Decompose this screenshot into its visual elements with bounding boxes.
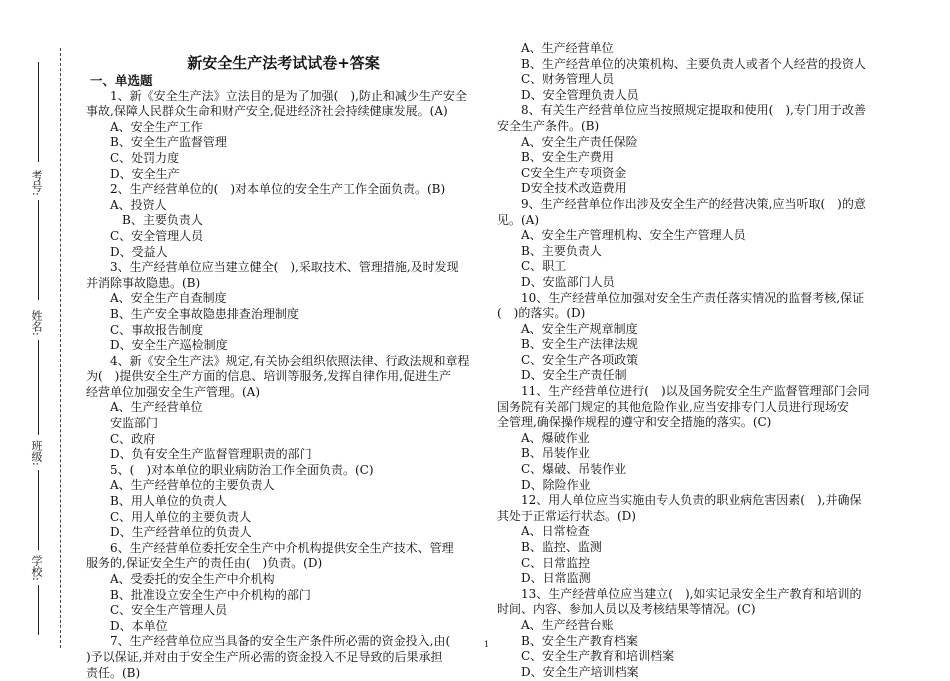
text-line: 时间、内容、参加人员以及考核结果等情况。(C) bbox=[497, 602, 756, 617]
text-line: D、安全生产 bbox=[86, 166, 180, 181]
text-line: 经营单位加强安全生产管理。(A) bbox=[86, 384, 261, 399]
text-line: 安监部门 bbox=[86, 416, 159, 431]
text-line: D、日常监测 bbox=[497, 571, 591, 586]
text-line: B、安全生产费用 bbox=[497, 150, 614, 165]
text-line: D、本单位 bbox=[86, 618, 168, 633]
text-line: A、安全生产规章制度 bbox=[497, 321, 638, 336]
text-line: 13、生产经营单位应当建立( ),如实记录安全生产教育和培训的 bbox=[497, 586, 862, 601]
text-line: 5、( )对本单位的职业病防治工作全面负责。(C) bbox=[86, 462, 374, 477]
text-line: B、安全生产监督管理 bbox=[86, 135, 227, 150]
text-line: D安全技术改造费用 bbox=[497, 181, 627, 196]
text-line: C、爆破、吊装作业 bbox=[497, 462, 627, 477]
text-line: C、用人单位的主要负责人 bbox=[86, 509, 252, 524]
text-line: 国务院有关部门规定的其他危险作业,应当安排专门人员进行现场安 bbox=[497, 399, 849, 414]
text-line: A、生产经营台账 bbox=[497, 617, 614, 632]
text-line: B、吊装作业 bbox=[497, 446, 590, 461]
text-line: B、批准设立安全生产中介机构的部门 bbox=[86, 587, 311, 602]
text-line: D、生产经营单位的负责人 bbox=[86, 525, 252, 540]
text-line: B、主要负责人 bbox=[86, 213, 203, 228]
text-line: C、财务管理人员 bbox=[497, 72, 615, 87]
text-line: C、处罚力度 bbox=[86, 150, 180, 165]
text-line: A、爆破作业 bbox=[497, 430, 590, 445]
text-line: D、除险作业 bbox=[497, 477, 591, 492]
left-question-list bbox=[86, 89, 481, 681]
text-line: A、生产经营单位的主要负责人 bbox=[86, 478, 275, 493]
text-line: A、安全生产责任保险 bbox=[497, 134, 638, 149]
text-line: D、安全生产责任制 bbox=[497, 368, 627, 383]
text-line: 12、用人单位应当实施由专人负责的职业病危害因素( ),并确保 bbox=[497, 493, 862, 508]
text-line: D、安全生产巡检制度 bbox=[86, 338, 228, 353]
text-line: 事故,保障人民群众生命和财产安全,促进经济社会持续健康发展。(A) bbox=[86, 104, 448, 119]
text-line: D、安全生产培训档案 bbox=[497, 664, 639, 679]
text-line: C、安全生产教育和培训档案 bbox=[497, 649, 675, 664]
text-line: 11、生产经营单位进行( )以及国务院安全生产监督管理部门会同 bbox=[497, 384, 870, 399]
text-line: 7、生产经营单位应当具备的安全生产条件所必需的资金投入,由( bbox=[86, 634, 451, 649]
margin-rule bbox=[38, 340, 39, 435]
text-line: A、日常检查 bbox=[497, 524, 590, 539]
section-heading: 一、单选题 bbox=[90, 73, 153, 88]
text-line: C、事故报告制度 bbox=[86, 322, 204, 337]
text-line: A、安全生产自查制度 bbox=[86, 291, 227, 306]
text-line: 并消除事故隐患。(B) bbox=[86, 275, 201, 290]
margin-rule bbox=[38, 585, 39, 635]
margin-rule bbox=[38, 200, 39, 300]
text-line: A、受委托的安全生产中介机构 bbox=[86, 572, 275, 586]
text-line: 10、生产经营单位加强对安全生产责任落实情况的监督考核,保证 bbox=[497, 290, 865, 305]
text-line: A、投资人 bbox=[86, 197, 167, 212]
text-line: 2、生产经营单位的( )对本单位的安全生产工作全面负责。(B) bbox=[86, 182, 446, 197]
text-line: B、安全生产法律法规 bbox=[497, 337, 638, 352]
margin-rule bbox=[38, 470, 39, 550]
text-line: 3、生产经营单位应当建立健全( ),采取技术、管理措施,及时发现 bbox=[86, 260, 459, 275]
text-line: ( )的落实。(D) bbox=[497, 306, 586, 321]
right-column bbox=[497, 41, 927, 680]
text-line: A、安全生产工作 bbox=[86, 119, 203, 134]
text-line: C、日常监控 bbox=[497, 555, 591, 570]
text-line: 其处于正常运行状态。(D) bbox=[497, 508, 636, 523]
text-line: A、生产经营单位 bbox=[497, 41, 614, 55]
text-line: C安全生产专项资金 bbox=[497, 165, 627, 180]
text-line: A、安全生产管理机构、安全生产管理人员 bbox=[497, 228, 746, 243]
text-line: 4、新《安全生产法》规定,有关协会组织依照法律、行政法规和章程 bbox=[86, 353, 470, 368]
text-line: D、安全管理负责人员 bbox=[497, 87, 639, 102]
binding-line bbox=[60, 48, 61, 648]
text-line: B、监控、监测 bbox=[497, 540, 602, 554]
text-line: C、政府 bbox=[86, 431, 156, 446]
left-column bbox=[86, 53, 481, 681]
text-line: C、安全生产管理人员 bbox=[86, 603, 228, 618]
text-line: B、生产安全事故隐患排查治理制度 bbox=[86, 306, 299, 321]
margin-rule bbox=[38, 62, 39, 162]
text-line: B、主要负责人 bbox=[497, 243, 602, 258]
text-line: 6、生产经营单位委托安全生产中介机构提供安全生产技术、管理 bbox=[86, 540, 454, 555]
text-line: B、安全生产教育档案 bbox=[497, 633, 638, 648]
page-title: 新安全生产法考试试卷+答案 bbox=[187, 54, 380, 72]
name-label: 姓名: bbox=[30, 310, 43, 336]
text-line: D、安监部门人员 bbox=[497, 274, 615, 289]
text-line: D、受益人 bbox=[86, 244, 168, 259]
text-line: 8、有关生产经营单位应当按照规定提取和使用( ),专门用于改善 bbox=[497, 103, 866, 118]
school-label: 学校: bbox=[30, 555, 43, 581]
text-line: D、负有安全生产监督管理职责的部门 bbox=[86, 447, 312, 462]
page-number: 1 bbox=[484, 640, 490, 649]
right-question-list bbox=[497, 41, 927, 680]
text-line: 服务的,保证安全生产的责任由( )负责。(D) bbox=[86, 556, 323, 571]
text-line: 为( )提供安全生产方面的信息、培训等服务,发挥自律作用,促进生产 bbox=[86, 369, 451, 384]
text-line: C、职工 bbox=[497, 259, 567, 274]
text-line: C、安全生产各项政策 bbox=[497, 352, 639, 367]
text-line: B、用人单位的负责人 bbox=[86, 494, 227, 509]
text-line: 全管理,确保操作规程的遵守和安全措施的落实。(C) bbox=[497, 415, 772, 430]
text-line: C、安全管理人员 bbox=[86, 228, 204, 243]
text-line: 安全生产条件。(B) bbox=[497, 118, 600, 133]
text-line: )予以保证,并对由于安全生产所必需的资金投入不足导致的后果承担 bbox=[86, 649, 443, 664]
text-line: 见。(A) bbox=[497, 212, 540, 227]
binding-margin bbox=[0, 0, 80, 671]
text-line: 责任。(B) bbox=[86, 665, 141, 680]
text-line: 1、新《安全生产法》立法目的是为了加强( ),防止和减少生产安全 bbox=[86, 88, 467, 103]
text-line: B、生产经营单位的决策机构、主要负责人或者个人经营的投资人 bbox=[497, 56, 866, 71]
text-line: 9、生产经营单位作出涉及安全生产的经营决策,应当听取( )的意 bbox=[497, 196, 866, 211]
text-line: A、生产经营单位 bbox=[86, 400, 203, 415]
class-label: 班级: bbox=[30, 440, 43, 466]
exam-no-label: 考号: bbox=[30, 170, 43, 196]
